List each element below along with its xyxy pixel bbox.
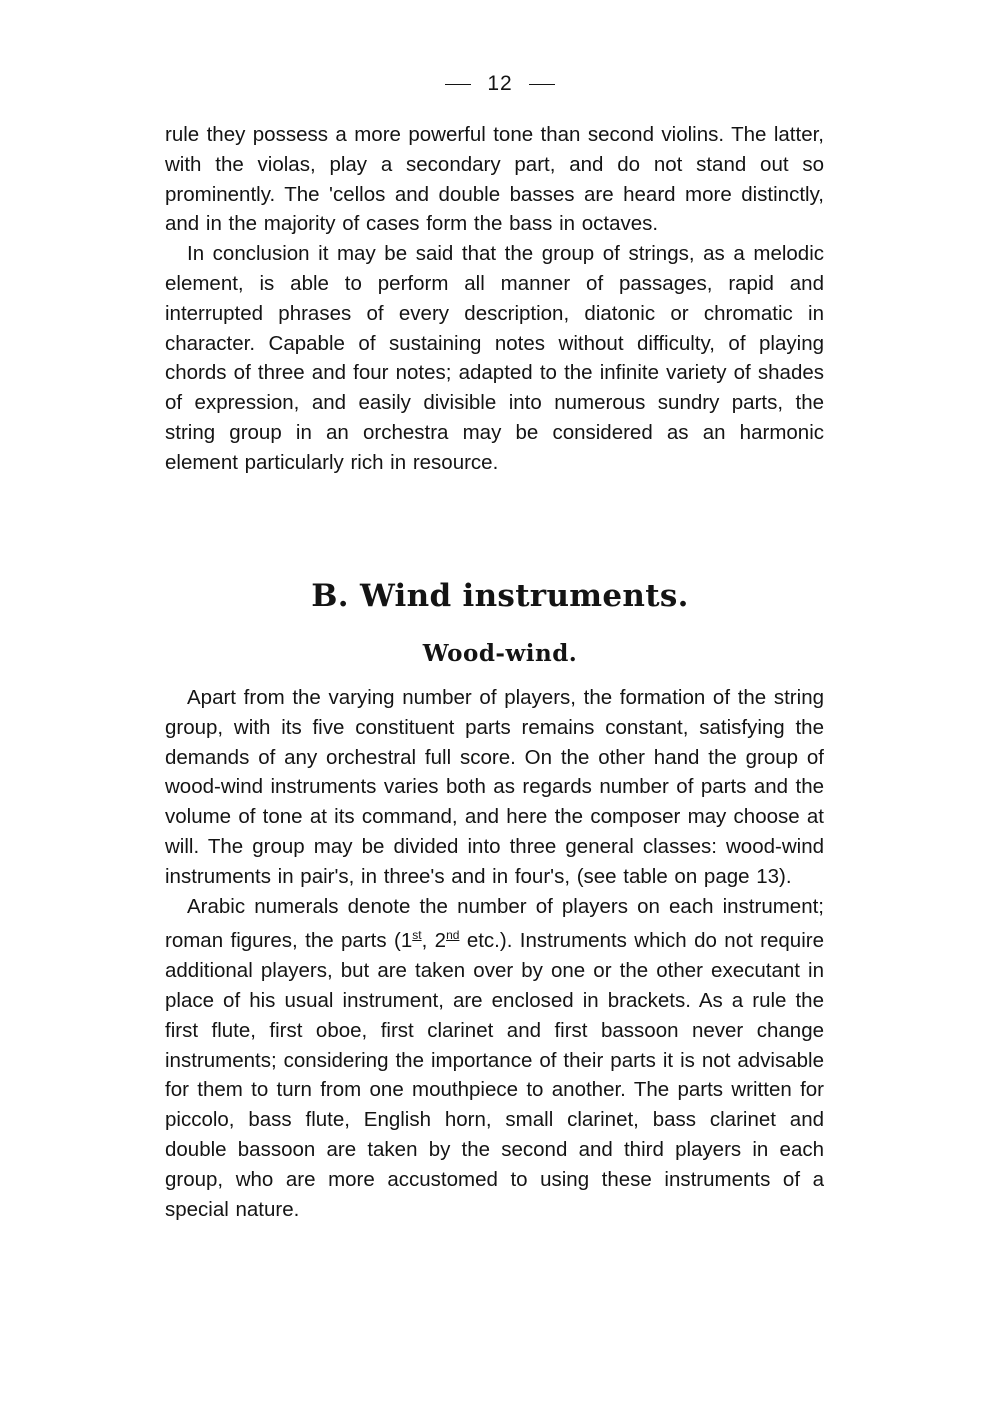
- page-number: 12: [487, 72, 513, 95]
- second-number: 2: [434, 929, 447, 953]
- paragraph-strings-continued: rule they possess a more powerful tone than second violins. The latter, with the violas, play a secondary part, and do not stand out so prominently. The 'cellos and double basses are heard more distinctly, and in the majority of cases form the bass in octaves.: [165, 123, 824, 236]
- paragraph-woodwind-numerals: [165, 892, 824, 1225]
- numerals-text-rest: etc.). Instruments which do not require additional players, but are taken over by one or the other executant in place of his usual instrument, are enclosed in brackets. As a rule the first flute, first oboe, first clarinet and first bassoon never change instruments; considering the importance of their parts it is not advisable for them to turn from one mouthpiece to another. The parts written for piccolo, bass flute, English horn, small clarinet, bass clarinet and double bassoon are taken by the second and third players in each group, who are more accustomed to using these instruments of a special nature.: [165, 929, 824, 1221]
- first-number: 1: [400, 929, 413, 953]
- section-title: B. Wind instruments.: [311, 578, 689, 614]
- numerals-text-start: Arabic numerals denote the number of players on each instrument; roman figures, the parts (: [165, 894, 824, 953]
- second-superscript: nd: [446, 928, 460, 943]
- left-dash: [445, 84, 471, 85]
- numerals-separator: ,: [421, 929, 435, 953]
- lower-text-block: [165, 683, 824, 1224]
- upper-text-block: [165, 120, 824, 478]
- right-dash: [529, 84, 555, 85]
- paragraph-strings-conclusion: In conclusion it may be said that the group of strings, as a melodic element, is able to perform all manner of passages, rapid and interrupted phrases of every description, diatonic or chromatic in character. Capable of sustaining notes without difficulty, of playing chords of three and four notes; adapted to the infinite variety of shades of expression, and easily divisible into numerous sundry parts, the string group in an orchestra may be considered as an harmonic element particularly rich in resource.: [165, 242, 824, 474]
- first-superscript: st: [412, 928, 422, 943]
- paragraph-woodwind-intro: Apart from the varying number of players, the formation of the string group, with its five constituent parts remains constant, satisfying the demands of any orchestral full score. On the other hand the group of wood-wind instruments varies both as regards number of parts and the volume of tone at its command, and here the composer may choose at will. The group may be divided into three general classes: wood-wind instruments in pair's, in three's and in four's, (see table on page 13).: [165, 686, 824, 888]
- page-number-header: [0, 72, 1000, 96]
- section-subtitle: Wood-wind.: [422, 640, 578, 667]
